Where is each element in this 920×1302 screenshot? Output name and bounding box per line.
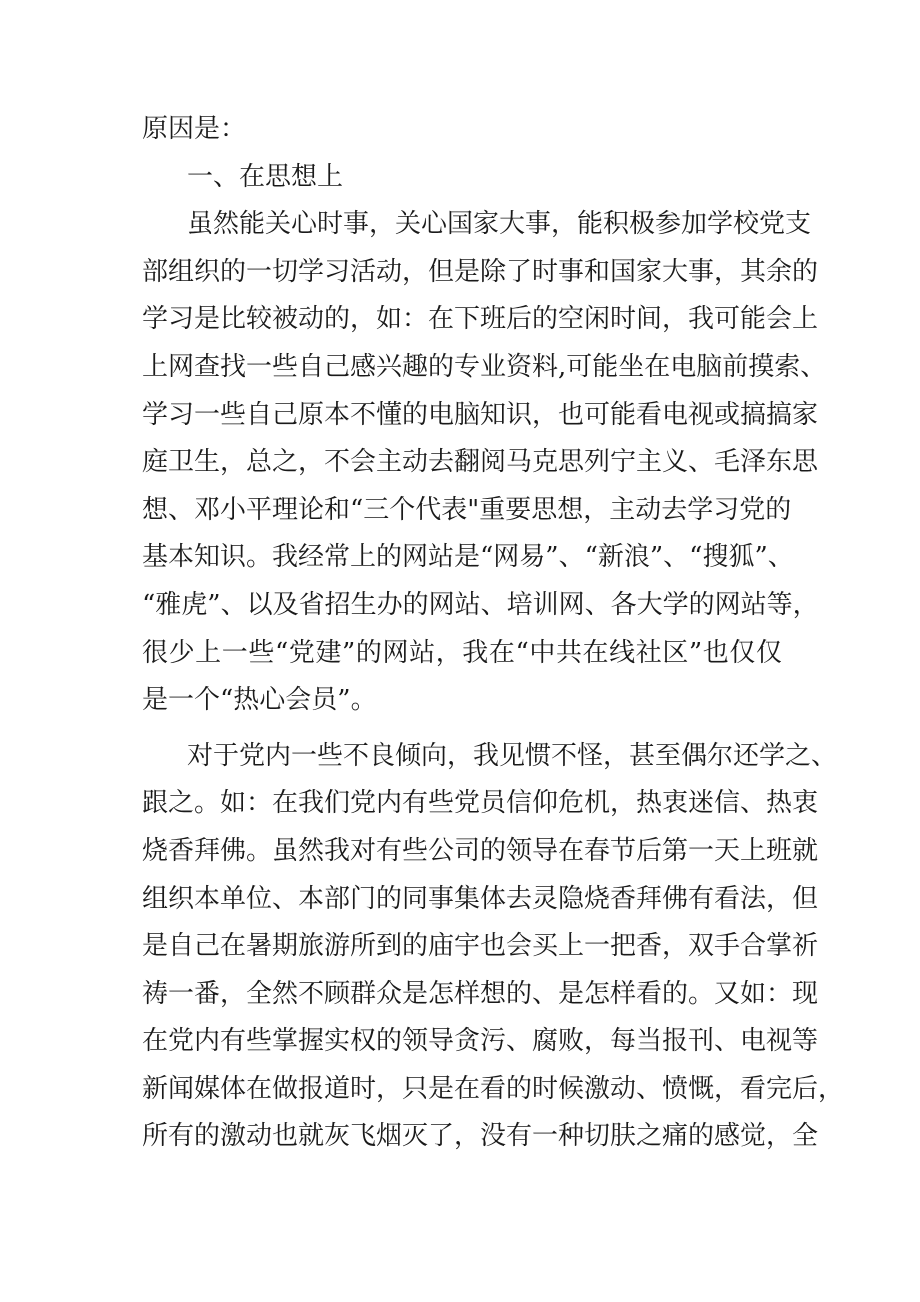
paragraph-line: 虽然能关心时事，关心国家大事，能积极参加学校党支: [187, 209, 812, 240]
document-body: [142, 106, 845, 1161]
paragraph-tendencies: [142, 733, 845, 1161]
paragraph-line: 上网查找一些自己感兴趣的专业资料,可能坐在电脑前摸索、: [142, 351, 827, 382]
paragraph-line: “雅虎”、以及省招生办的网站、培训网、各大学的网站等，: [142, 589, 819, 620]
paragraph-line: 对于党内一些不良倾向，我见惯不怪，甚至偶尔还学之、: [187, 740, 838, 771]
paragraph-line: 学习一些自己原本不懂的电脑知识，也可能看电视或搞搞家: [142, 399, 819, 430]
paragraph-line: 新闻媒体在做报道时，只是在看的时候激动、愤慨，看完后，: [142, 1073, 845, 1104]
paragraph-line: 在党内有些掌握实权的领导贪污、腐败，每当报刊、电视等: [142, 1026, 819, 1057]
reason-heading: 原因是：: [142, 114, 247, 144]
section-title: 一、在思想上: [187, 161, 344, 192]
paragraph-line: 想、邓小平理论和“三个代表"重要思想，主动去学习党的: [142, 494, 792, 525]
paragraph-line: 学习是比较被动的，如：在下班后的空闲时间，我可能会上: [142, 304, 819, 335]
paragraph-line: 组织本单位、本部门的同事集体去灵隐烧香拜佛有看法，但: [142, 883, 819, 914]
paragraph-line: 很少上一些“党建”的网站，我在“中共在线社区”也仅仅: [142, 637, 782, 668]
paragraph-gap: [142, 725, 782, 733]
paragraph-line: 基本知识。我经常上的网站是“网易”、“新浪”、“搜狐”、: [142, 542, 794, 573]
paragraph-line: 庭卫生，总之，不会主动去翻阅马克思列宁主义、毛泽东思: [142, 447, 819, 478]
paragraph-line: 是一个“热心会员”。: [142, 685, 377, 716]
paragraph-line: 所有的激动也就灰飞烟灭了，没有一种切肤之痛的感觉，全: [142, 1121, 819, 1152]
paragraph-line: 祷一番，全然不顾群众是怎样想的、是怎样看的。又如：现: [142, 978, 819, 1009]
paragraph-line: 跟之。如：在我们党内有些党员信仰危机，热衷迷信、热衷: [142, 788, 819, 819]
paragraph-line: 部组织的一切学习活动，但是除了时事和国家大事，其余的: [142, 256, 819, 287]
paragraph-line: 烧香拜佛。虽然我对有些公司的领导在春节后第一天上班就: [142, 835, 819, 866]
paragraph-thought: [142, 201, 827, 725]
paragraph-line: 是自己在暑期旅游所到的庙宇也会买上一把香，双手合掌祈: [142, 931, 819, 962]
